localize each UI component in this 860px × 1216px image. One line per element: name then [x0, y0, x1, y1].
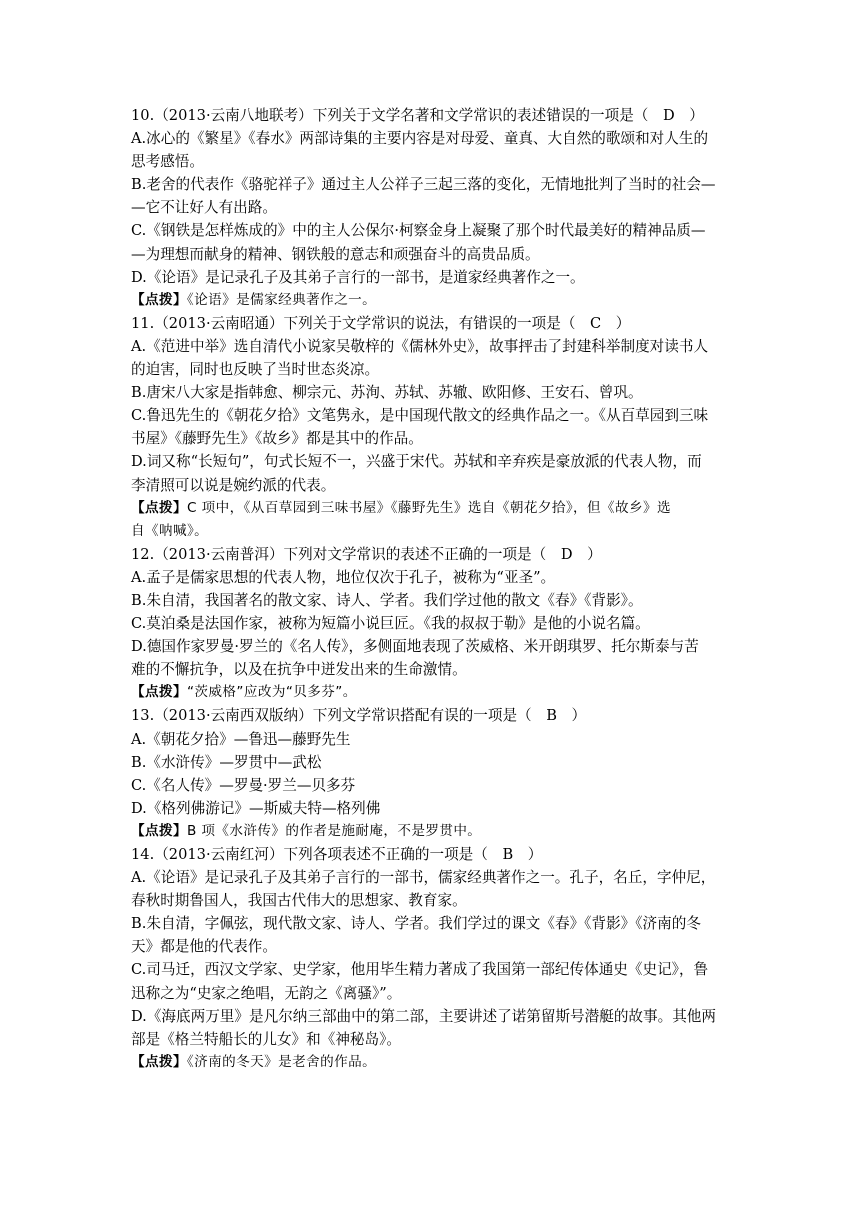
- question-stem: 11.（2013·云南昭通）下列关于文学常识的说法，有错误的一项是（ C ）: [131, 314, 631, 332]
- tip-label: 【点拨】: [131, 822, 187, 839]
- option-c: C.《钢铁是怎样炼成的》中的主人公保尔·柯察金身上凝聚了那个时代最美好的精神品质—: [131, 222, 706, 240]
- option-c-cont: 迅称之为“史家之绝唱，无韵之《离骚》”。: [131, 984, 402, 1002]
- question-10: [131, 104, 731, 312]
- tip-label: 【点拨】: [131, 684, 187, 701]
- option-c: C.《名人传》—罗曼·罗兰—贝多芬: [131, 776, 356, 794]
- question-12: [131, 543, 731, 705]
- option-b: B.朱自清，字佩弦，现代散文家、诗人、学者。我们学过的课文《春》《背影》《济南的冬: [131, 915, 701, 933]
- tip-cont: 自《呐喊》。: [131, 522, 209, 539]
- option-d: D.《论语》是记录孔子及其弟子言行的一部书，是道家经典著作之一。: [131, 268, 585, 286]
- option-b: B.唐宋八大家是指韩愈、柳宗元、苏洵、苏轼、苏辙、欧阳修、王安石、曾巩。: [131, 384, 643, 402]
- tip: [131, 289, 731, 312]
- option-a-cont: 春秋时期鲁国人，我国古代伟大的思想家、教育家。: [131, 892, 467, 910]
- question-stem: 12.（2013·云南普洱）下列对文学常识的表述不正确的一项是（ D ）: [131, 545, 602, 563]
- tip: [131, 497, 731, 520]
- question-stem: 13.（2013·云南西双版纳）下列文学常识搭配有误的一项是（ B ）: [131, 707, 587, 725]
- option-b-cont: 天》都是他的代表作。: [131, 938, 277, 956]
- tip-text: C 项中，《从百草园到三味书屋》《藤野先生》选自《朝花夕拾》，但《故乡》选: [186, 499, 671, 516]
- tip: [131, 820, 731, 843]
- option-d: D.《海底两万里》是凡尔纳三部曲中的第二部，主要讲述了诺第留斯号潜艇的故事。其他两: [131, 1007, 716, 1025]
- tip-label: 【点拨】: [131, 1053, 187, 1070]
- tip-text: “茨威格”应改为“贝多芬”。: [186, 684, 357, 701]
- option-c: C.鲁迅先生的《朝花夕拾》文笔隽永，是中国现代散文的经典作品之一。《从百草园到三味: [131, 407, 709, 425]
- document-body: [131, 104, 731, 1074]
- option-a: A.《范进中举》选自清代小说家吴敬梓的《儒林外史》，故事抨击了封建科举制度对读书人: [131, 337, 709, 355]
- option-a: A.冰心的《繁星》《春水》两部诗集的主要内容是对母爱、童真、大自然的歌颂和对人生的: [131, 130, 709, 148]
- option-c: C.司马迁，西汉文学家、史学家，他用毕生精力著成了我国第一部纪传体通史《史记》，鲁: [131, 961, 709, 979]
- option-b: B.《水浒传》—罗贯中—武松: [131, 753, 322, 771]
- option-d: D.《格列佛游记》—斯威夫特—格列佛: [131, 799, 381, 817]
- option-c: C.莫泊桑是法国作家，被称为短篇小说巨匠。《我的叔叔于勒》是他的小说名篇。: [131, 615, 650, 633]
- option-b: B.朱自清，我国著名的散文家、诗人、学者。我们学过他的散文《春》《背影》。: [131, 591, 643, 609]
- option-c-cont: 书屋》《藤野先生》《故乡》都是其中的作品。: [131, 430, 423, 448]
- tip-text: B 项《水浒传》的作者是施耐庵，不是罗贯中。: [186, 822, 482, 839]
- option-d: D.德国作家罗曼·罗兰的《名人传》，多侧面地表现了茨威格、米开朗琪罗、托尔斯泰与苦: [131, 638, 699, 656]
- question-14: [131, 843, 731, 1074]
- tip-label: 【点拨】: [131, 499, 187, 516]
- option-d-cont: 部是《格兰特船长的儿女》和《神秘岛》。: [131, 1030, 401, 1048]
- option-a: A.《朝花夕拾》—鲁迅—藤野先生: [131, 730, 351, 748]
- tip-text: 《论语》是儒家经典著作之一。: [186, 291, 377, 308]
- tip: [131, 681, 731, 704]
- tip-text: 《济南的冬天》是老舍的作品。: [186, 1053, 377, 1070]
- option-a-cont: 的迫害，同时也反映了当时世态炎凉。: [131, 361, 380, 379]
- option-a-cont: 思考感悟。: [131, 153, 204, 171]
- option-d: D.词又称“长短句”，句式长短不一，兴盛于宋代。苏轼和辛弃疾是豪放派的代表人物，而: [131, 453, 702, 471]
- option-d-cont: 难的不懈抗争，以及在抗争中迸发出来的生命激情。: [131, 661, 467, 679]
- option-b-cont: —它不让好人有出路。: [131, 199, 277, 217]
- option-d-cont: 李清照可以说是婉约派的代表。: [131, 476, 336, 494]
- tip-label: 【点拨】: [131, 291, 187, 308]
- option-b: B.老舍的代表作《骆驼祥子》通过主人公祥子三起三落的变化，无情地批判了当时的社会—: [131, 176, 716, 194]
- tip: [131, 1051, 731, 1074]
- question-stem: 10.（2013·云南八地联考）下列关于文学名著和文学常识的表述错误的一项是（ D ）: [131, 107, 704, 124]
- option-c-cont: —为理想而献身的精神、钢铁般的意志和顽强奋斗的高贵品质。: [131, 245, 540, 263]
- option-a: A.孟子是儒家思想的代表人物，地位仅次于孔子，被称为“亚圣”。: [131, 568, 556, 586]
- question-stem: 14.（2013·云南红河）下列各项表述不正确的一项是（ B ）: [131, 846, 543, 863]
- option-a: A.《论语》是记录孔子及其弟子言行的一部书，儒家经典著作之一。孔子，名丘，字仲尼，: [131, 869, 716, 887]
- question-13: [131, 704, 731, 843]
- question-11: [131, 312, 731, 543]
